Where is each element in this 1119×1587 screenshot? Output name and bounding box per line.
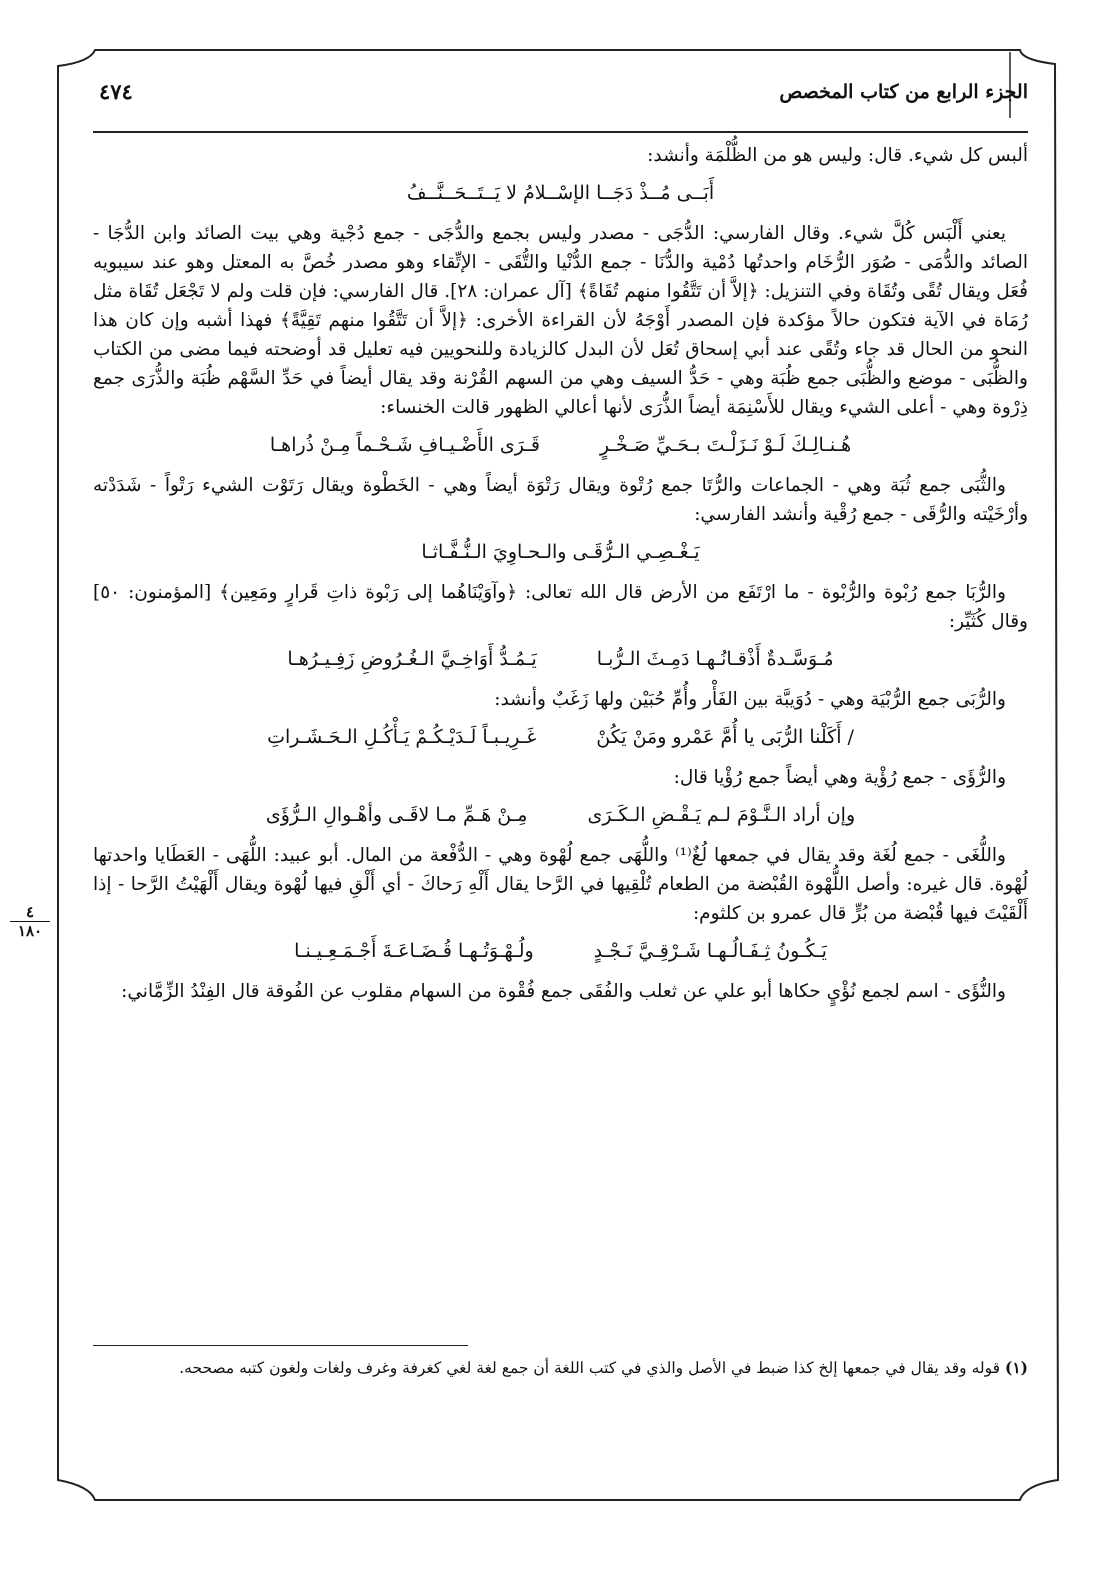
- verse-line: [93, 538, 1028, 567]
- paragraph: يعني أَلْبَس كُلَّ شيء. وقال الفارسي: الدُّجَى - مصدر وليس بجمع والدُّجَى - جمع دُجْية وهي بيت الصائد وابن الدُّجَا - الصائد والدُّمَى - صُوَر الرُّخَام واحدتُها دُمْية والدُّنَا - جمع الدُّنْيا والتُّقَى - الإتِّقاء وهو مصدر خُصَّ به المعتل وهو عند سيبويه فُعَل ويقال تُقًى وتُقَاة وفي التنزيل: ﴿إلاَّ أن تَتَّقُوا منهم تُقَاةً﴾ [آل عمران: ٢٨]. قال الفارسي: فإن قلت ولم لا تَجْعَل تُقَاة مثل رُمَاة في الآية فتكون حالاً مؤكدة فإن المصدر أَوْجَهُ لأن القراءة الأخرى: ﴿إلاَّ أن تَتَّقُوا منهم تَقِيَّةً﴾ فهذا أشبه وإن كان هذا النحو من الحال قد جاء وتُقًى عند أبي إسحاق تُعَل لأن البدل كالزيادة وللنحويين فيه تعليل قد أوضحته فيما مضى من الكتاب والظُّبَى - موضع والظُّبَى جمع ظُبَة وهي - حَدُّ السيف وهي من السهم القُرْنة وقد يقال أيضاً في حَدِّ السَّهْم ظُبَة والذُّرَى جمع ذِرْوة وهي - أعلى الشيء ويقال للأَسْنِمَة أيضاً الذُّرَى لأنها أعالي الظهور قالت الخنساء:: [93, 223, 1028, 418]
- footnote-rule: [93, 1345, 468, 1346]
- paragraph: والرُّؤَى - جمع رُؤْية وهي أيضاً جمع رُؤْيا قال:: [673, 767, 1006, 788]
- header-rule: [93, 131, 1028, 133]
- hemistich: يَـكُـونُ ثِـفَـالُـهـا شَـرْقِـيَّ نَـجْـدٍ: [593, 940, 827, 962]
- paragraph: واللُّغَى - جمع لُغَة وقد يقال في جمعها لُغٌ⁽¹⁾ واللُّهَى جمع لُهْوة وهي - الدُّفْعة من المال. أبو عبيد: اللُّهَى - العَطَايا واحدتها لُهْوة. قال غيره: وأصل اللُّهْوة القُبْضة من الطعام تُلْقِيها في الرَّحا يقال أَلْهِ رَحاكَ - أي أَلْقِ فيها لُهْوة ويقال أَلْهَيْتُ الرَّحا - إذا أَلْقَيْتَ فيها قُبْضة من بُرٍّ قال عمرو بن كلثوم:: [93, 845, 1028, 924]
- verse-line: [93, 645, 1028, 674]
- hemistich: غَـرِيـبـاً لَـدَيْـكُـمْ يَـأْكُـلِ الـحَـشَـراتِ: [267, 726, 537, 748]
- verse-line: [93, 723, 1028, 752]
- hemistich: مُـوَسَّـدةٌ أَذْقـانُـهـا دَمِـثَ الـرُّبـا: [596, 648, 834, 670]
- hemistich: يَـمُـدُّ أَوَاخِـيَّ الـغُـرُوضِ زَفِـيـرُهـا: [287, 648, 537, 670]
- verse-line: [93, 179, 1028, 208]
- footnote: [93, 1355, 1028, 1381]
- footnote-number: (١): [1004, 1358, 1028, 1377]
- hemistich: ولُـهْـوَتُـهـا قُـضَـاعَـةَ أَجْـمَـعِـيـنـا: [294, 940, 534, 962]
- hemistich: يَـغْـصِـي الـرُّقَـى والـحـاوِيَ الـنُّـفَّـاثـا: [421, 541, 700, 563]
- main-text: [93, 141, 1028, 1008]
- verse-line: [93, 431, 1028, 460]
- margin-ref-top: ٤: [10, 903, 50, 922]
- header-title: الجزء الرابع من كتاب المخصص: [779, 81, 1028, 103]
- hemistich: / أَكَلْنا الرُّبَى يا أُمَّ عَمْرو ومَنْ يَكُنْ: [596, 726, 854, 748]
- margin-ref-bottom: ١٨٠: [17, 922, 43, 940]
- verse-line: [93, 801, 1028, 830]
- hemistich: مِـنْ هَـمِّ مـا لاقَـى وأهْـوالِ الـرُّؤَى: [265, 804, 528, 826]
- hemistich: أَبَــى مُــذْ دَجَــا الإسْــلامُ لا يَــتَــحَــنَّــفُ: [406, 182, 715, 204]
- paragraph: والثُّبَى جمع ثُبَة وهي - الجماعات والرُّتَا جمع رُتْوة ويقال رَتْوَة أيضاً وهي - الخَطْوة ويقال رَتَوْت الشيء رَتْواً - شَدَدْته وأرْخَيْته والرُّقَى - جمع رُقْية وأنشد الفارسي:: [93, 475, 1028, 525]
- paragraph: ألبس كل شيء. قال: وليس هو من الظُّلْمَة وأنشد:: [647, 145, 1028, 166]
- hemistich: هُـنـالِـكَ لَـوْ نَـزَلْـتَ بـحَـيِّ صَـخْـرٍ: [599, 434, 852, 456]
- running-header: [93, 73, 1028, 113]
- paragraph: والرُّبَى جمع الرُّبْيَة وهي - دُوَيبَّة بين الفَأْر وأُمِّ حُبَيْن ولها زَغَبٌ وأنشد:: [494, 689, 1006, 710]
- hemistich: وإن أراد الـنَّـوْمَ لـم يَـقْـضِ الـكَـرَى: [587, 804, 856, 826]
- page: [17, 55, 1028, 1495]
- paragraph: والرُّبَا جمع رُبْوة والرُّبْوة - ما ارْتَفَع من الأرض قال الله تعالى: ﴿وآوَيْنَاهُما إلى رَبْوة ذاتِ قَرارٍ ومَعِين﴾ [المؤمنون: ٥٠] وقال كُثَيِّر:: [93, 582, 1028, 632]
- margin-page-reference: [10, 903, 50, 940]
- hemistich: قَـرَى الأَضْـيـافِ شَـحْـماً مِـنْ ذُراهـا: [269, 434, 540, 456]
- verse-line: [93, 937, 1028, 966]
- page-number: ٤٧٤: [99, 79, 133, 104]
- footnote-text: قوله وقد يقال في جمعها إلخ كذا ضبط في الأصل والذي في كتب اللغة أن جمع لغة لغي كغرفة وغرف ولغات ولغون كتبه مصححه.: [179, 1359, 1001, 1377]
- paragraph: والنُّؤَى - اسم لجمع نُؤْيٍ حكاها أبو علي عن ثعلب والفُقَى جمع فُقْوة من السهام مقلوب عن الفُوقة قال الفِنْدُ الزِّمَّاني:: [121, 981, 1006, 1002]
